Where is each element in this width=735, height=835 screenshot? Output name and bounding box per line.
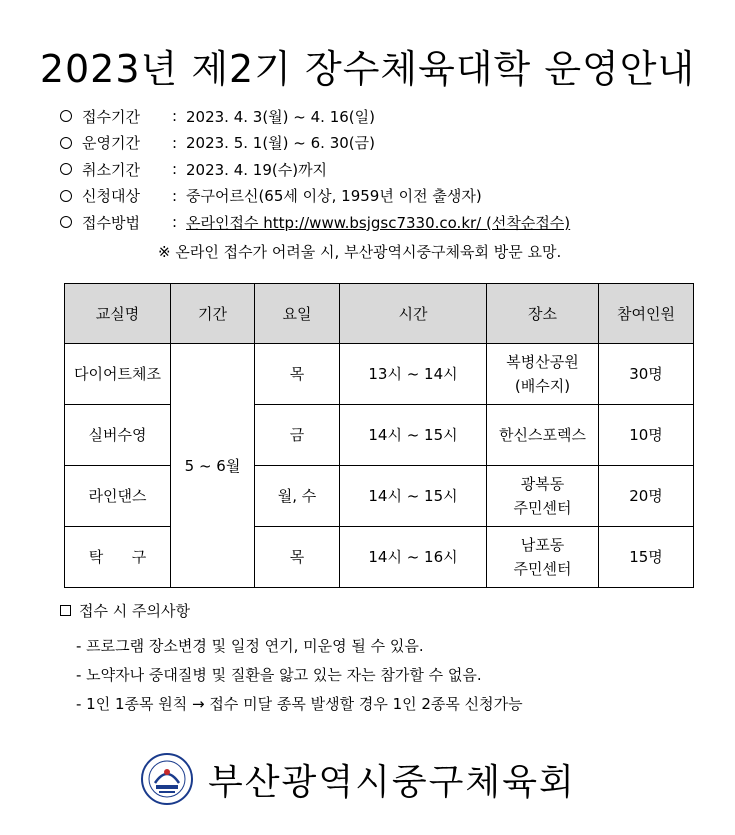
table-row <box>65 466 694 527</box>
colon: : <box>172 186 178 205</box>
cell-time: 14시 ~ 16시 <box>340 527 487 588</box>
info-value: 2023. 4. 3(월) ~ 4. 16(일) <box>186 107 375 126</box>
cell-time: 14시 ~ 15시 <box>340 405 487 466</box>
colon: : <box>172 107 178 126</box>
application-link[interactable]: 온라인접수 http://www.bsjgsc7330.co.kr/ (선착순접수) <box>186 213 571 232</box>
place-line: (배수지) <box>514 377 571 395</box>
cell-day: 금 <box>255 405 340 466</box>
colon: : <box>172 133 178 152</box>
square-bullet-icon <box>60 605 71 616</box>
info-label: 접수기간 <box>82 107 140 126</box>
cell-day: 목 <box>255 344 340 405</box>
table-row <box>65 527 694 588</box>
info-list <box>60 103 710 236</box>
place-line: 남포동 <box>520 536 565 554</box>
cell-place <box>487 466 599 527</box>
cell-capacity: 30명 <box>599 344 694 405</box>
cell-class-name: 실버수영 <box>65 405 171 466</box>
circle-bullet-icon <box>60 110 72 122</box>
circle-bullet-icon <box>60 190 72 202</box>
info-item-operation-period <box>60 130 710 157</box>
precautions-heading-text: 접수 시 주의사항 <box>79 602 190 620</box>
list-item: - 1인 1종목 원칙 → 접수 미달 종목 발생할 경우 1인 2종목 신청가능 <box>76 695 523 713</box>
circle-bullet-icon <box>60 216 72 228</box>
precautions-heading <box>60 600 190 621</box>
list-item: - 노약자나 중대질병 및 질환을 앓고 있는 자는 참가할 수 없음. <box>76 666 482 684</box>
cell-time: 13시 ~ 14시 <box>340 344 487 405</box>
cell-place <box>487 527 599 588</box>
cell-time: 14시 ~ 15시 <box>340 466 487 527</box>
info-value: 2023. 4. 19(수)까지 <box>186 160 328 179</box>
table-row <box>65 405 694 466</box>
place-line: 복병산공원 <box>506 353 579 371</box>
info-label: 운영기간 <box>82 134 140 153</box>
header-day: 요일 <box>255 284 340 344</box>
header-period: 기간 <box>171 284 255 344</box>
header-class-name: 교실명 <box>65 284 171 344</box>
circle-bullet-icon <box>60 137 72 149</box>
cell-day: 월, 수 <box>255 466 340 527</box>
circle-bullet-icon <box>60 163 72 175</box>
info-label: 취소기간 <box>82 160 140 179</box>
table-header-row <box>65 284 694 344</box>
info-item-reception-period <box>60 103 710 130</box>
place-line: 광복동 <box>520 475 565 493</box>
visit-note: ※ 온라인 접수가 어려울 시, 부산광역시중구체육회 방문 요망. <box>158 243 562 261</box>
cell-day: 목 <box>255 527 340 588</box>
place-line: 주민센터 <box>513 560 572 578</box>
cell-period: 5 ~ 6월 <box>171 344 255 588</box>
org-name: 부산광역시중구체육회 <box>208 761 576 803</box>
cell-capacity: 15명 <box>599 527 694 588</box>
info-value: 중구어르신(65세 이상, 1959년 이전 출생자) <box>186 187 482 206</box>
info-item-application-method <box>60 209 710 236</box>
cell-capacity: 20명 <box>599 466 694 527</box>
info-item-cancel-period <box>60 156 710 183</box>
header-capacity: 참여인원 <box>599 284 694 344</box>
cell-place <box>487 344 599 405</box>
org-emblem-icon <box>140 752 194 806</box>
table-row <box>65 344 694 405</box>
info-item-eligibility <box>60 183 710 210</box>
page-title: 2023년 제2기 장수체육대학 운영안내 <box>39 47 696 91</box>
header-time: 시간 <box>340 284 487 344</box>
header-place: 장소 <box>487 284 599 344</box>
colon: : <box>172 160 178 179</box>
place-line: 주민센터 <box>513 499 572 517</box>
place-line: 한신스포렉스 <box>499 426 586 444</box>
cell-capacity: 10명 <box>599 405 694 466</box>
info-label: 접수방법 <box>82 213 140 232</box>
precautions-list <box>76 632 523 719</box>
list-item: - 프로그램 장소변경 및 일정 연기, 미운영 될 수 있음. <box>76 637 424 655</box>
info-value: 2023. 5. 1(월) ~ 6. 30(금) <box>186 134 375 153</box>
cell-class-name: 탁 구 <box>65 527 171 588</box>
cell-class-name: 라인댄스 <box>65 466 171 527</box>
class-schedule-table <box>64 283 694 588</box>
info-label: 신청대상 <box>82 187 140 206</box>
cell-class-name: 다이어트체조 <box>65 344 171 405</box>
footer <box>140 752 576 806</box>
cell-place <box>487 405 599 466</box>
colon: : <box>172 213 178 232</box>
